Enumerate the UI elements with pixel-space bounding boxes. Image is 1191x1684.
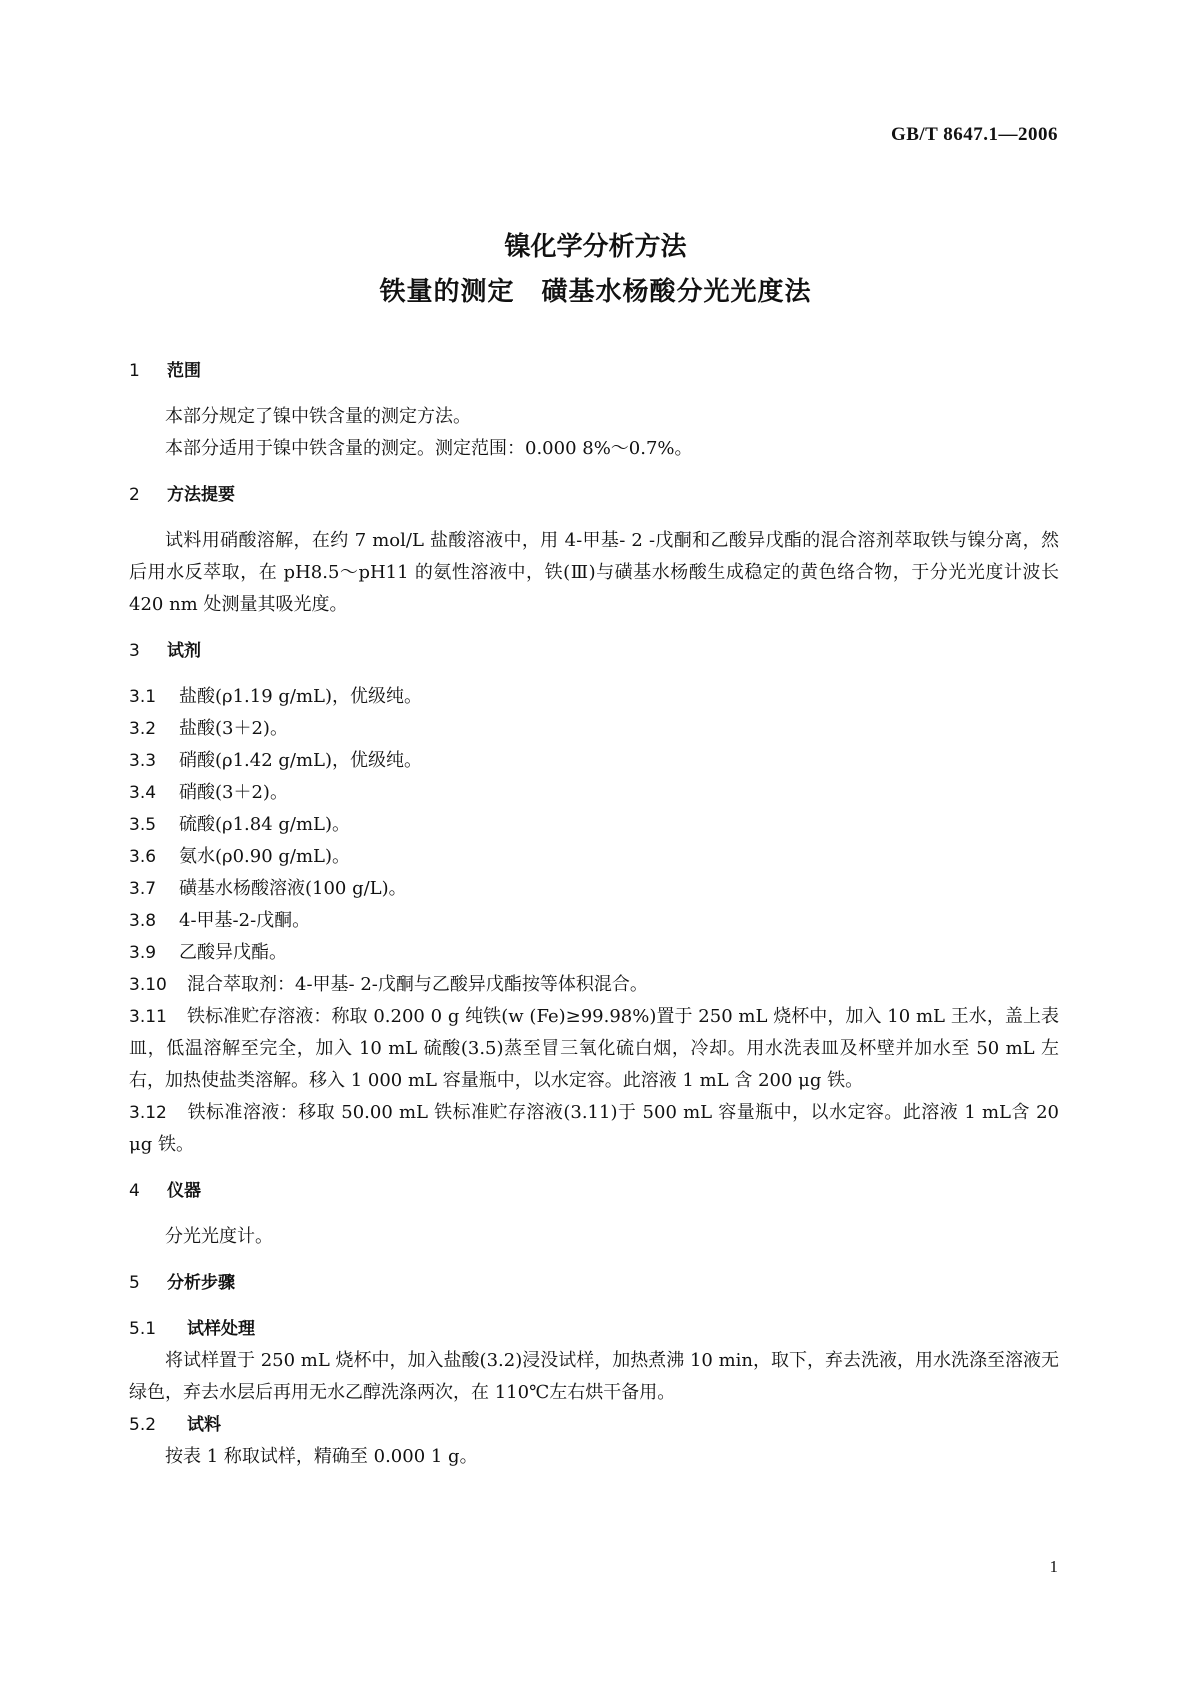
reagent-item [129, 1097, 1059, 1161]
section-title: 试剂 [167, 641, 201, 661]
item-text: 4-甲基-2-戊酮。 [179, 910, 311, 931]
reagent-item [129, 969, 1059, 1001]
reagent-item [129, 713, 1059, 745]
item-text: 铁标准溶液：移取 50.00 mL 铁标准贮存溶液(3.11)于 500 mL 容量瓶中，以水定容。此溶液 1 mL含 20 μg 铁。 [129, 1102, 1059, 1155]
item-number: 3.3 [129, 751, 157, 771]
subsection-heading-sample-treatment [129, 1313, 1059, 1345]
reagent-item [129, 905, 1059, 937]
reagent-item [129, 1001, 1059, 1097]
reagent-item [129, 681, 1059, 713]
subsection-title: 试样处理 [187, 1319, 255, 1339]
item-number: 3.11 [129, 1007, 167, 1027]
item-text: 硝酸(3＋2)。 [179, 782, 288, 803]
section-heading-instruments [129, 1175, 1059, 1207]
sample-treatment-paragraph: 将试样置于 250 mL 烧杯中，加入盐酸(3.2)浸没试样，加热煮沸 10 min，取下，弃去洗液，用水洗涤至溶液无绿色，弃去水层后再用无水乙醇洗涤两次，在 110℃左右烘干备用。 [129, 1350, 1059, 1403]
item-text: 乙酸异戊酯。 [179, 942, 287, 963]
item-number: 3.8 [129, 911, 157, 931]
test-portion-paragraph: 按表 1 称取试样，精确至 0.000 1 g。 [165, 1446, 478, 1467]
section-number: 5 [129, 1273, 140, 1293]
item-text: 硝酸(ρ1.42 g/mL)，优级纯。 [179, 750, 423, 771]
method-summary-paragraph: 试料用硝酸溶解，在约 7 mol/L 盐酸溶液中，用 4-甲基- 2 -戊酮和乙酸异戊酯的混合溶剂萃取铁与镍分离，然后用水反萃取，在 pH8.5～pH11 的氨性溶液中，铁(Ⅲ)与磺基水杨酸生成稳定的黄色络合物，于分光光度计波长 420 nm 处测量其吸光度。 [129, 530, 1059, 615]
section-title: 范围 [167, 361, 201, 381]
item-text: 混合萃取剂：4-甲基- 2-戊酮与乙酸异戊酯按等体积混合。 [187, 974, 648, 995]
item-number: 3.4 [129, 783, 157, 803]
section-number: 3 [129, 641, 140, 661]
reagent-item [129, 777, 1059, 809]
standard-code: GB/T 8647.1—2006 [890, 124, 1058, 145]
section-number: 1 [129, 361, 140, 381]
item-text: 硫酸(ρ1.84 g/mL)。 [179, 814, 351, 835]
item-text: 盐酸(ρ1.19 g/mL)，优级纯。 [179, 686, 423, 707]
item-number: 3.7 [129, 879, 157, 899]
reagent-item [129, 937, 1059, 969]
section-title: 分析步骤 [167, 1273, 235, 1293]
section-number: 4 [129, 1181, 140, 1201]
scope-paragraph-2: 本部分适用于镍中铁含量的测定。测定范围：0.000 8%～0.7%。 [165, 438, 693, 459]
item-number: 3.12 [129, 1103, 167, 1123]
page-number: 1 [1049, 1557, 1058, 1576]
section-title: 方法提要 [167, 485, 235, 505]
item-number: 3.2 [129, 719, 157, 739]
subsection-number: 5.2 [129, 1415, 157, 1435]
reagent-item [129, 841, 1059, 873]
item-number: 3.5 [129, 815, 157, 835]
subsection-heading-test-portion [129, 1409, 1059, 1441]
item-number: 3.1 [129, 687, 157, 707]
document-title-line1: 镍化学分析方法 [504, 232, 687, 262]
reagent-item [129, 873, 1059, 905]
document-title-line2: 铁量的测定 磺基水杨酸分光光度法 [379, 277, 812, 307]
instruments-paragraph: 分光光度计。 [165, 1226, 273, 1247]
section-heading-reagents [129, 635, 1059, 667]
section-title: 仪器 [167, 1181, 201, 1201]
section-heading-procedure [129, 1267, 1059, 1299]
scope-paragraph-1: 本部分规定了镍中铁含量的测定方法。 [165, 406, 471, 427]
reagent-item [129, 745, 1059, 777]
item-number: 3.6 [129, 847, 157, 867]
subsection-title: 试料 [187, 1415, 221, 1435]
section-heading-scope [129, 355, 1059, 387]
item-text: 盐酸(3＋2)。 [179, 718, 288, 739]
section-heading-method-summary [129, 479, 1059, 511]
subsection-number: 5.1 [129, 1319, 157, 1339]
item-text: 铁标准贮存溶液：称取 0.200 0 g 纯铁(w (Fe)≥99.98%)置于 250 mL 烧杯中，加入 10 mL 王水，盖上表皿，低温溶解至完全，加入 10 mL 硫酸(3.5)蒸至冒三氧化硫白烟，冷却。用水洗表皿及杯壁并加水至 50 mL 左右，加热使盐类溶解。移入 1 000 mL 容量瓶中，以水定容。此溶液 1 mL 含 200 μg 铁。 [129, 1006, 1059, 1091]
reagent-item [129, 809, 1059, 841]
section-number: 2 [129, 485, 140, 505]
item-number: 3.9 [129, 943, 157, 963]
item-number: 3.10 [129, 975, 167, 995]
document-body [129, 355, 1059, 1473]
item-text: 磺基水杨酸溶液(100 g/L)。 [179, 878, 407, 899]
item-text: 氨水(ρ0.90 g/mL)。 [179, 846, 351, 867]
